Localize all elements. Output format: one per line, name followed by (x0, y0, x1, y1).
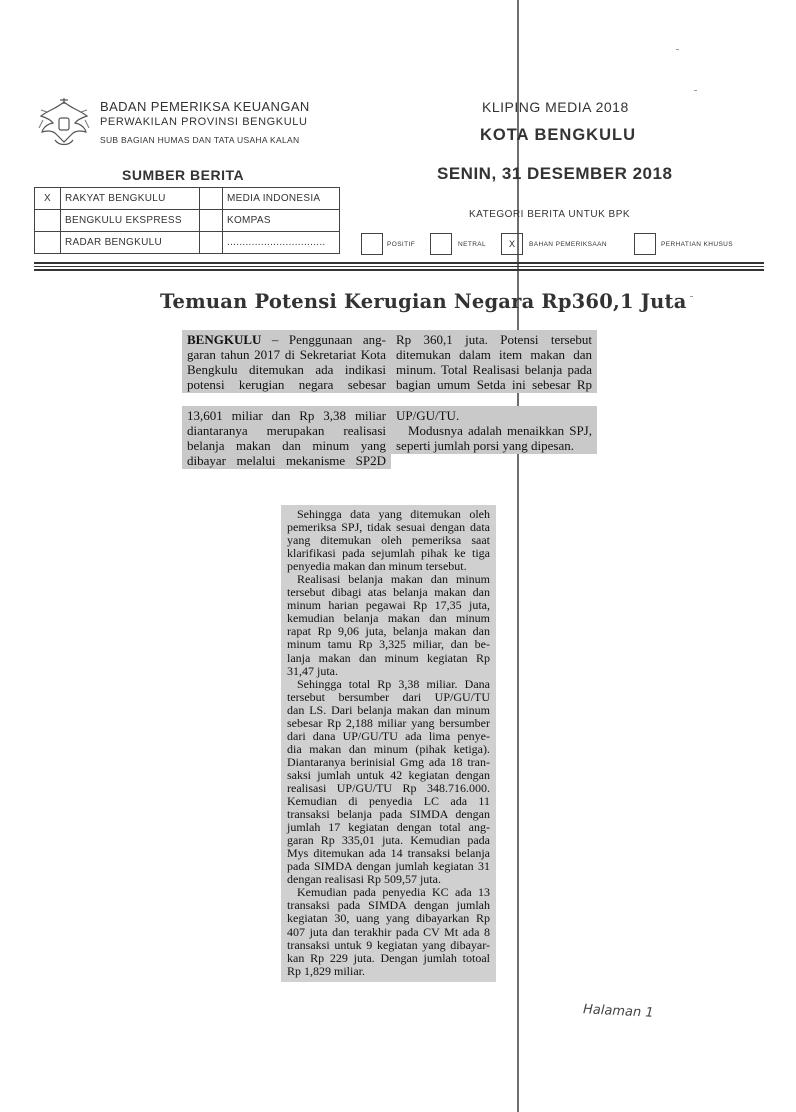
source-name: BENGKULU EKSPRESS (61, 210, 200, 232)
article-line: penyedia makan dan minum tersebut. (287, 559, 467, 574)
category-box-positif (361, 233, 383, 255)
article-line: seperti jumlah porsi yang dipesan. (396, 438, 574, 453)
article-line: potensi kerugian negara sebesar (187, 377, 386, 392)
article-line: bagian umum Setda ini sebesar Rp (396, 377, 592, 392)
article-line: jumlah 17 kegiatan dengan total ang- (287, 820, 490, 835)
article-line: Rp 360,1 juta. Potensi tersebut (396, 332, 592, 347)
article-line: minum. Total Realisasi belanja pada (396, 362, 592, 377)
category-label-positif: POSITIF (387, 241, 416, 248)
kliping-title: KLIPING MEDIA 2018 (482, 99, 629, 115)
source-mark (200, 210, 223, 232)
source-mark (200, 232, 223, 254)
category-box-bahan-pemeriksaan: X (501, 233, 523, 255)
article-paragraph (287, 508, 490, 573)
article-line: lanja makan dan minum kegiatan Rp (287, 650, 490, 665)
article-line: dibayar melalui mekanisme SP2D (187, 453, 386, 468)
source-name-blank: ................................ (223, 232, 340, 254)
article-line: Realisasi belanja makan dan minum (297, 572, 490, 587)
article-line: pada SIMDA dengan jumlah kegiatan 31 (287, 859, 490, 874)
header-divider (34, 262, 764, 264)
article-line: transaksi untuk 9 kegiatan yang dibayar- (287, 937, 490, 952)
article-line: 13,601 miliar dan Rp 3,38 miliar (187, 408, 386, 423)
source-name: RAKYAT BENGKULU (61, 188, 200, 210)
page-number-handwritten: Halaman 1 (582, 1002, 654, 1021)
article-line: kan Rp 229 juta. Dengan jumlah totoal (287, 950, 490, 965)
article-line: kegiatan 30, uang yang dibayarkan Rp (287, 911, 490, 926)
article-line: Sehingga data yang ditemukan oleh (297, 507, 490, 521)
article-column-1 (182, 330, 391, 393)
source-name: MEDIA INDONESIA (223, 188, 340, 210)
source-mark (35, 232, 61, 254)
header-divider (34, 266, 764, 267)
scan-speck (690, 296, 693, 297)
clipping-date: SENIN, 31 DESEMBER 2018 (437, 164, 673, 183)
source-table (34, 187, 340, 254)
article-dateline: BENGKULU (187, 332, 262, 347)
category-label-netral: NETRAL (458, 241, 487, 248)
article-line: dengan realisasi Rp 509,57 juta. (287, 872, 441, 887)
article-line: Sehingga total Rp 3,38 miliar. Dana (297, 676, 490, 691)
article-line: saksi jumlah untuk 42 kegiatan dengan (287, 767, 490, 782)
article-line: Modusnya adalah menaikkan SPJ, (408, 423, 592, 438)
article-line: minum tamu Rp 3,325 miliar, dan be- (287, 637, 490, 652)
article-line: belanja makan dan minum yang (187, 438, 386, 453)
source-row (35, 210, 340, 232)
article-line: minum harian pegawai Rp 17,35 juta, (287, 598, 490, 613)
article-line: 407 juta dan terakhir pada CV Mt ada 8 (287, 924, 490, 939)
article-line: – Penggunaan ang- (271, 332, 386, 347)
category-section-title: KATEGORI BERITA UNTUK BPK (469, 209, 631, 220)
city-title: KOTA BENGKULU (480, 126, 636, 144)
source-section-title: SUMBER BERITA (122, 167, 245, 183)
article-line: sebesar Rp 2,188 miliar yang bersumber (287, 715, 490, 730)
article-body-column (281, 505, 496, 982)
article-paragraph (287, 678, 490, 887)
scan-speck (694, 90, 697, 91)
article-line: pemeriksa SPJ, tidak sesuai dengan data (287, 520, 490, 535)
article-column-3 (182, 406, 391, 469)
source-mark (35, 210, 61, 232)
article-line: Kemudian di penyedia LC ada 11 (287, 794, 490, 809)
article-line: garan Rp 335,01 juta. Kemudian pada (287, 833, 490, 848)
garuda-emblem-icon (33, 90, 95, 152)
article-line: dan LS. Dari belanja makan dan minum (287, 702, 490, 717)
category-box-perhatian-khusus (634, 233, 656, 255)
org-subsection: SUB BAGIAN HUMAS DAN TATA USAHA KALAN (100, 135, 300, 145)
article-line: ditemukan dalam item makan dan (396, 347, 592, 362)
source-row (35, 232, 340, 254)
article-line: Bengkulu ditemukan ada indikasi (187, 362, 386, 377)
source-mark (200, 188, 223, 210)
org-name: BADAN PEMERIKSA KEUANGAN (100, 99, 310, 114)
article-line: Kemudian pada penyedia KC ada 13 (297, 885, 490, 900)
category-label-perhatian-khusus: PERHATIAN KHUSUS (661, 241, 734, 248)
article-line: garan tahun 2017 di Sekretariat Kota (187, 347, 386, 362)
article-line: Diantaranya berinisial Gmg ada 18 tran- (287, 754, 490, 769)
header-divider (34, 269, 764, 271)
article-line: rapat Rp 9,06 juta, belanja makan dan (287, 624, 490, 639)
source-row (35, 188, 340, 210)
article-line: yang ditemukan oleh pemeriksa saat (287, 533, 490, 548)
article-column-4 (391, 406, 597, 454)
article-line: tersebut dibagi atas belanja makan dan (287, 585, 490, 600)
article-line: transaksi belanja pada SIMDA dengan (287, 807, 490, 822)
scan-speck (676, 49, 679, 50)
article-paragraph (287, 886, 490, 977)
article-line: transaksi pada SIMDA dengan jumlah (287, 898, 490, 913)
source-mark: X (35, 188, 61, 210)
article-line: diantaranya merupakan realisasi (187, 423, 386, 438)
article-line: dari dana UP/GU/TU ada lima penye- (287, 728, 490, 743)
article-headline: Temuan Potensi Kerugian Negara Rp360,1 Juta (160, 290, 687, 313)
source-name: KOMPAS (223, 210, 340, 232)
article-column-2 (391, 330, 597, 393)
category-label-bahan-pemeriksaan: BAHAN PEMERIKSAAN (529, 241, 607, 248)
article-line: Mys ditemukan ada 14 transaksi belanja (287, 846, 490, 861)
article-line: Rp 1,829 miliar. (287, 963, 365, 978)
article-line: 31,47 juta. (287, 663, 338, 678)
article-line: dia makan dan minum (pihak ketiga). (287, 741, 490, 756)
article-line: realisasi UP/GU/TU Rp 348.716.000. (287, 780, 490, 795)
article-line: klarifikasi pada sejumlah pihak ke tiga (287, 546, 490, 561)
article-paragraph (287, 573, 490, 677)
article-line: tersebut bersumber dari UP/GU/TU (287, 689, 490, 704)
category-box-netral (430, 233, 452, 255)
source-name: RADAR BENGKULU (61, 232, 200, 254)
article-line: UP/GU/TU. (396, 408, 460, 423)
org-branch: PERWAKILAN PROVINSI BENGKULU (100, 116, 308, 128)
article-line: kemudian belanja makan dan minum (287, 611, 490, 626)
